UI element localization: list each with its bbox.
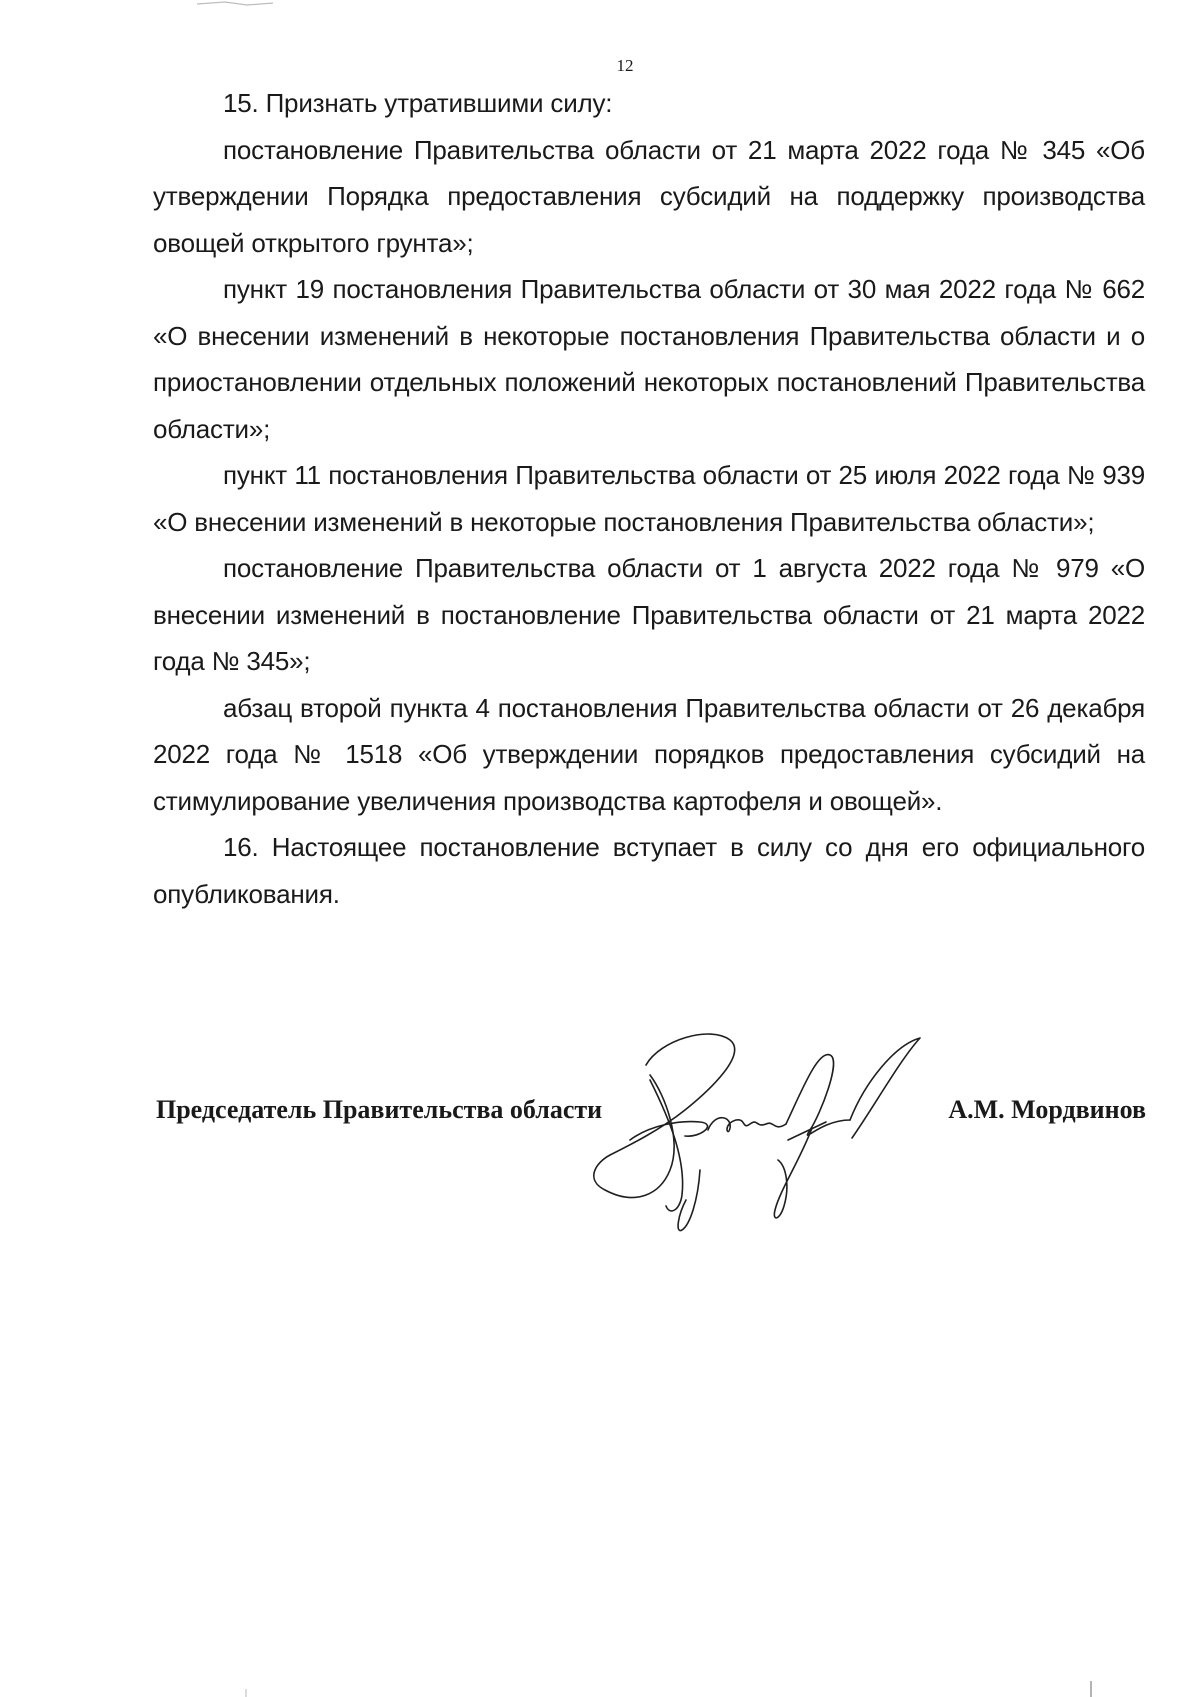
signatory-name: А.М. Мордвинов bbox=[948, 1095, 1146, 1124]
handwritten-signature-icon bbox=[590, 1020, 950, 1250]
paragraph-repealed-resolution-1518: абзац второй пункта 4 постановления Правительства области от 26 декабря 2022 года № 1518 «Об утверждении порядков предоставления субсидий на стимулирование увеличения производства картофеля и овощей». bbox=[153, 692, 1145, 816]
signatory-position: Председатель Правительства области bbox=[156, 1095, 603, 1124]
paragraph-15-heading: 15. Признать утратившими силу: bbox=[223, 88, 613, 118]
paragraph-repealed-resolution-345: постановление Правительства области от 21 марта 2022 года № 345 «Об утверждении Порядка предоставления субсидий на поддержку производства овощей открытого грунта»; bbox=[153, 134, 1145, 258]
paragraph-16-entry-into-force: 16. Настоящее постановление вступает в силу со дня его официального опубликования. bbox=[153, 832, 1145, 909]
paragraph-repealed-item-11-resolution-939: пункт 11 постановления Правительства области от 25 июля 2022 года № 939 «О внесении изменений в некоторые постановления Правительства области»; bbox=[153, 460, 1145, 537]
scan-artifact-icon bbox=[195, 0, 275, 8]
paragraph-repealed-resolution-979: постановление Правительства области от 1 августа 2022 года № 979 «О внесении изменений в постановление Правительства области от 21 марта 2022 года № 345»; bbox=[153, 553, 1145, 676]
document-body bbox=[153, 80, 1145, 917]
paragraph-repealed-item-19-resolution-662: пункт 19 постановления Правительства области от 30 мая 2022 года № 662 «О внесении изменений в некоторые постановления Правительства области и о приостановлении отдельных положений некоторых постановлений Правительства области»; bbox=[153, 274, 1145, 444]
page-number: 12 bbox=[616, 56, 634, 75]
scan-artifact-icon bbox=[1088, 1681, 1094, 1697]
scan-artifact-icon bbox=[243, 1689, 249, 1697]
